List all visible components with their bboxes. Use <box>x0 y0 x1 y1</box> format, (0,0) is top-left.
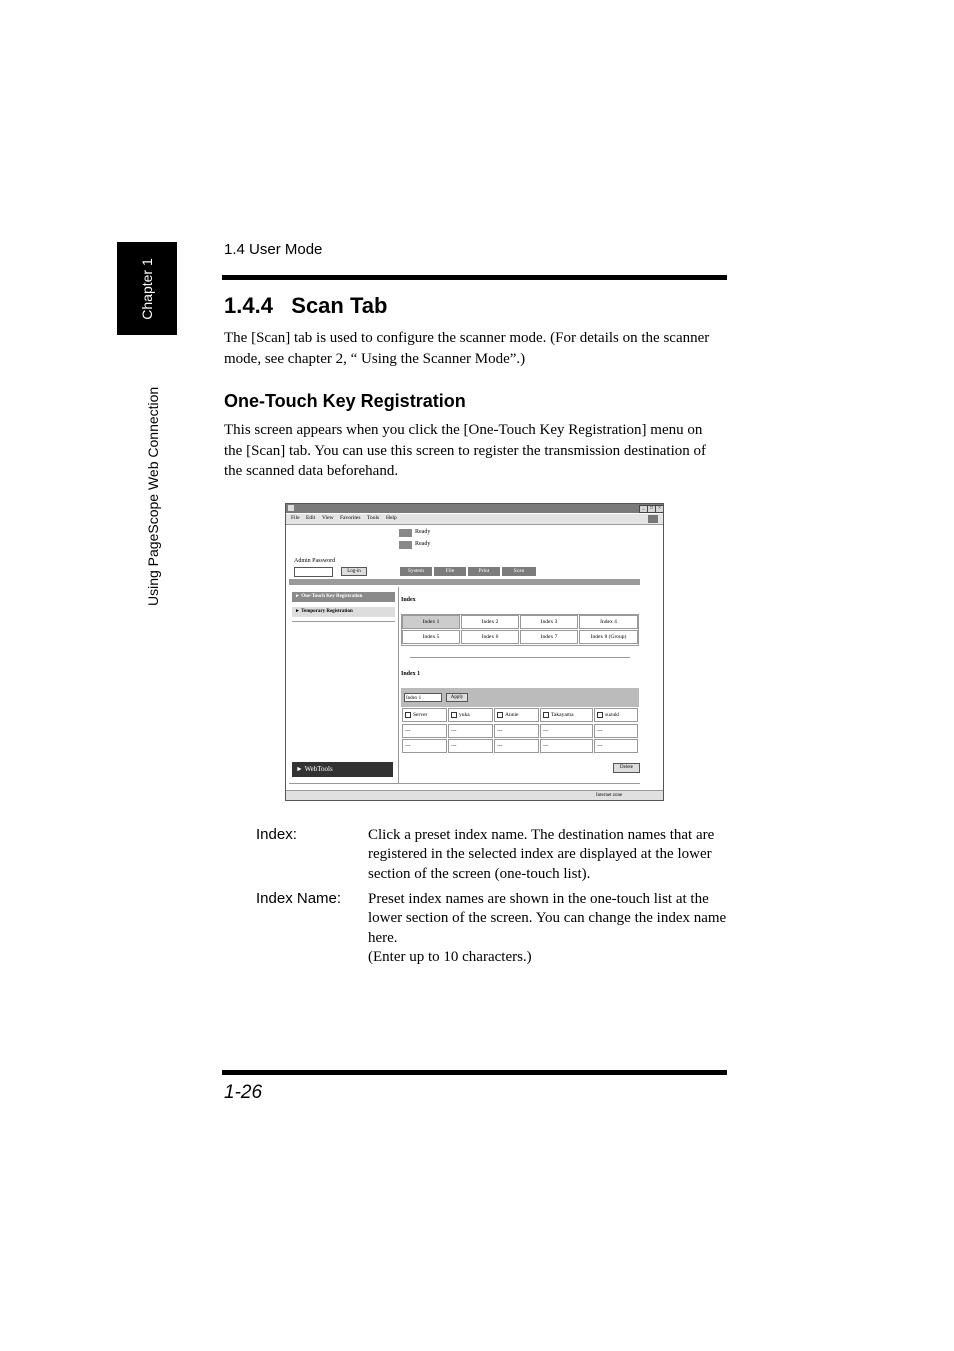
separator-bar <box>289 579 640 585</box>
menu-bar <box>286 514 663 525</box>
def-term-index: Index: <box>256 826 297 843</box>
webtools-logo: ► WebTools <box>292 762 393 777</box>
page-heading: 1.4.4 Scan Tab <box>224 293 388 318</box>
checkbox[interactable] <box>451 712 457 718</box>
empty-entry[interactable]: --- <box>494 724 539 738</box>
content-divider <box>410 657 630 658</box>
entry-3[interactable]: Annie <box>494 708 539 722</box>
tab-system[interactable]: System <box>400 567 432 576</box>
sub-paragraph: This screen appears when you click the [One-Touch Key Registration] menu on the [Scan] tab. You can use this screen to register the transmission destination of the scanned data beforehand. <box>224 422 706 479</box>
status-bar <box>286 790 663 801</box>
status-ready-2: Ready <box>415 541 431 547</box>
empty-entry[interactable]: --- <box>594 724 638 738</box>
printer-icon <box>399 529 412 537</box>
status-ready-1: Ready <box>415 529 431 535</box>
menu-view[interactable]: View <box>322 515 334 521</box>
admin-password-label: Admin Password <box>294 558 336 564</box>
section-label: 1.4 User Mode <box>224 241 323 258</box>
index-cell-4[interactable]: Index 4 <box>579 615 638 629</box>
index-cell-5[interactable]: Index 5 <box>402 630 460 644</box>
def-text-index: Click a preset index name. The destination names that are registered in the selected index are displayed at the lower section of the screen (one-touch list). <box>368 827 715 882</box>
index-cell-1[interactable]: Index 1 <box>402 615 460 629</box>
def-term-index-name: Index Name: <box>256 890 342 907</box>
entry-4[interactable]: Takayama <box>540 708 593 722</box>
checkbox[interactable] <box>543 712 549 718</box>
menu-file[interactable]: File <box>291 515 300 521</box>
side-title-text: Using PageScope Web Connection <box>145 386 161 606</box>
tab-scan[interactable]: Scan <box>502 567 536 576</box>
def-text-index-name: Preset index names are shown in the one-touch list at the lower section of the screen. You can change the index name here. <box>368 891 727 946</box>
index-cell-7[interactable]: Index 7 <box>520 630 578 644</box>
empty-entry[interactable]: --- <box>540 739 593 753</box>
empty-entry[interactable]: --- <box>594 739 638 753</box>
entry-1[interactable]: Server <box>402 708 447 722</box>
empty-entry[interactable]: --- <box>494 739 539 753</box>
nav-temporary[interactable]: ► Temporary Registration <box>292 607 395 617</box>
checkbox[interactable] <box>405 712 411 718</box>
menu-edit[interactable]: Edit <box>306 515 316 521</box>
subheading: One-Touch Key Registration <box>224 391 466 411</box>
vertical-divider <box>398 587 399 783</box>
empty-entry[interactable]: --- <box>540 724 593 738</box>
def-text-index-name-note: (Enter up to 10 characters.) <box>368 949 532 965</box>
chapter-label: Chapter 1 <box>139 257 155 320</box>
checkbox[interactable] <box>497 712 503 718</box>
intro-paragraph: The [Scan] tab is used to configure the scanner mode. (For details on the scanner mode, see chapter 2, “ Using the Scanner Mode”.) <box>224 330 710 367</box>
tab-print[interactable]: Print <box>468 567 500 576</box>
top-rule <box>222 275 727 280</box>
maximize-icon[interactable]: □ <box>647 505 656 513</box>
empty-entry[interactable]: --- <box>448 724 493 738</box>
screenshot-figure <box>285 503 664 801</box>
checkbox[interactable] <box>597 712 603 718</box>
bottom-divider <box>289 783 640 784</box>
nav-one-touch[interactable]: ► One-Touch Key Registration <box>292 592 395 602</box>
menu-favorites[interactable]: Favorites <box>340 515 361 521</box>
windows-logo-icon <box>648 515 658 523</box>
window-titlebar <box>286 504 663 513</box>
login-button[interactable]: Log-in <box>341 567 367 576</box>
empty-entry[interactable]: --- <box>402 739 447 753</box>
menu-help[interactable]: Help <box>386 515 397 521</box>
nav-divider <box>292 621 395 622</box>
entry-2[interactable]: yuka <box>448 708 493 722</box>
index-name-input[interactable]: Index 1 <box>404 693 442 702</box>
chapter-tab <box>117 242 177 335</box>
window-icon <box>288 505 294 511</box>
index-cell-3[interactable]: Index 3 <box>520 615 578 629</box>
index1-title: Index 1 <box>401 671 421 677</box>
index-title: Index <box>401 597 416 603</box>
side-title <box>145 360 161 620</box>
index-cell-2[interactable]: Index 2 <box>461 615 519 629</box>
minimize-icon[interactable]: _ <box>639 505 648 513</box>
empty-entry[interactable]: --- <box>402 724 447 738</box>
tab-file[interactable]: File <box>434 567 466 576</box>
delete-button[interactable]: Delete <box>613 763 640 773</box>
close-icon[interactable]: × <box>655 505 664 513</box>
empty-entry[interactable]: --- <box>448 739 493 753</box>
index-cell-6[interactable]: Index 6 <box>461 630 519 644</box>
zone-label: Internet zone <box>596 793 623 798</box>
bottom-rule <box>222 1070 727 1075</box>
index-cell-8[interactable]: Index 8 (Group) <box>579 630 638 644</box>
scanner-icon <box>399 541 412 549</box>
apply-button[interactable]: Apply <box>446 693 468 702</box>
page-number: 1-26 <box>224 1082 263 1103</box>
admin-password-input[interactable] <box>294 567 333 577</box>
entry-5[interactable]: suzuki <box>594 708 638 722</box>
menu-tools[interactable]: Tools <box>367 515 380 521</box>
